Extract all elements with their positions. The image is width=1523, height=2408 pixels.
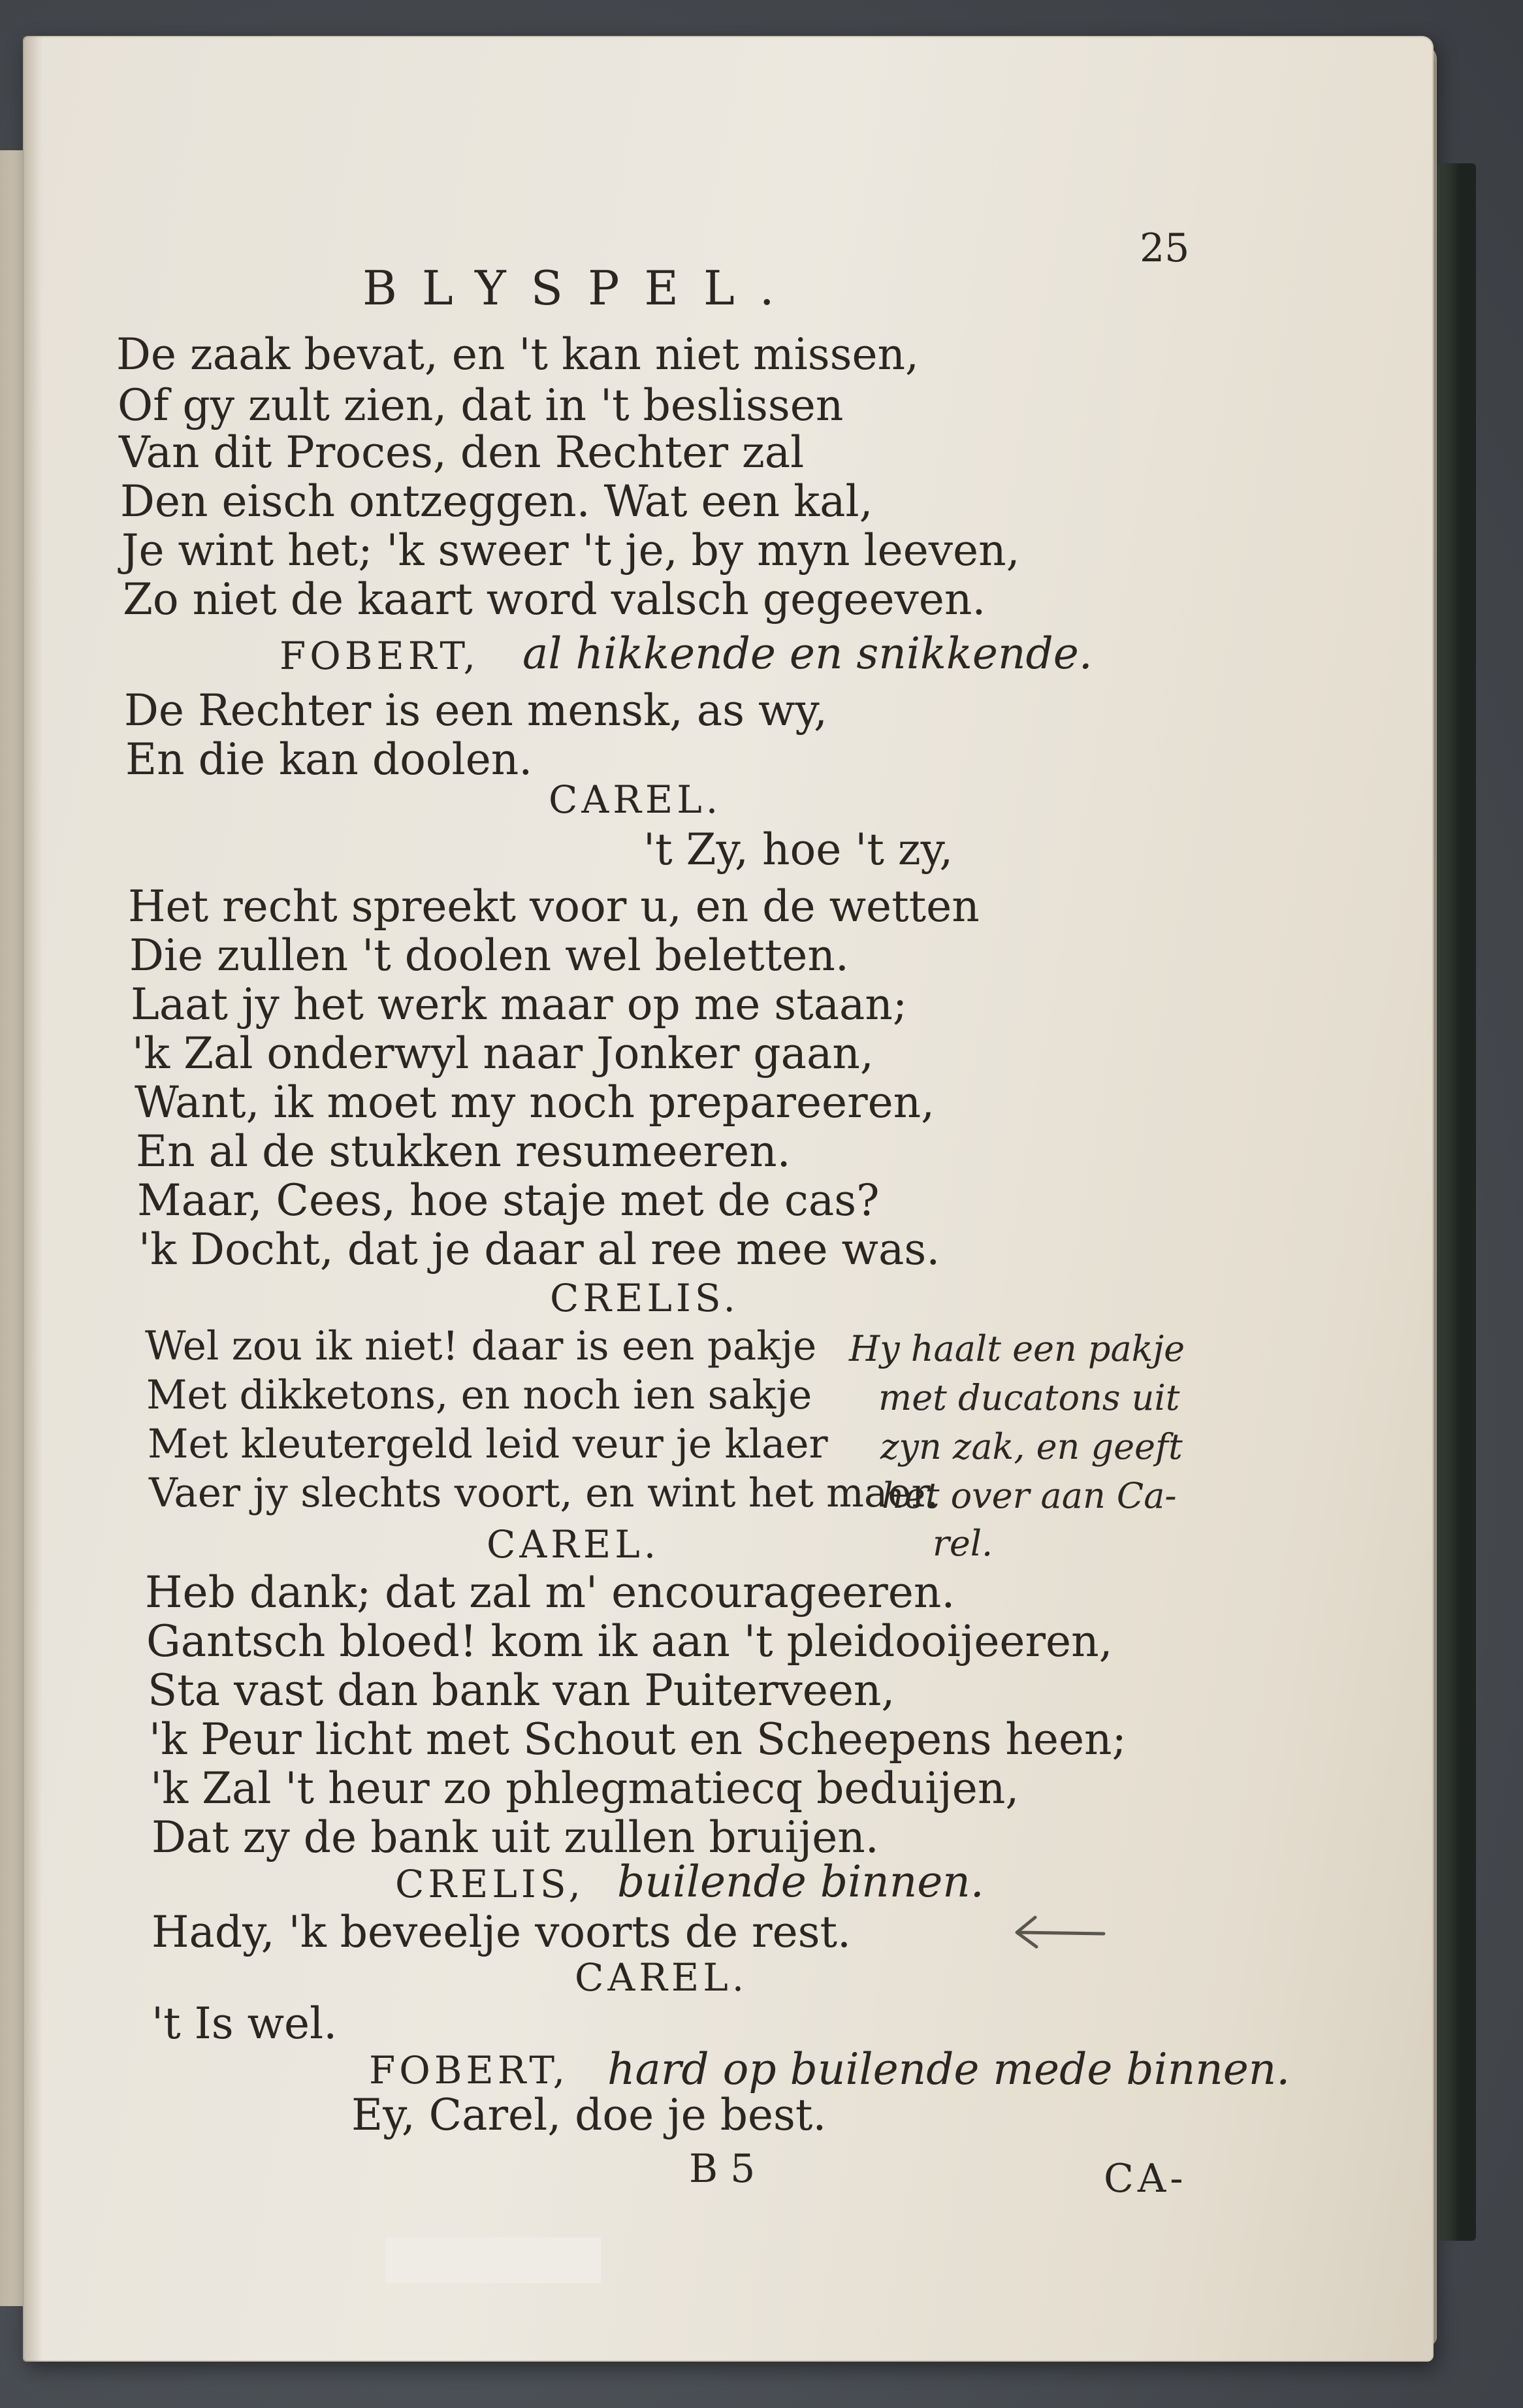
verse-line: 'k Peur licht met Schout en Scheepens heen; [149, 1714, 1127, 1765]
verse-line: Heb dank; dat zal m' encourageeren. [145, 1567, 955, 1618]
stage-direction: met ducatons uit [878, 1377, 1180, 1418]
verse-line: En al de stukken resumeeren. [136, 1126, 791, 1177]
verse-line: Het recht spreekt voor u, en de wetten [128, 881, 980, 932]
stage-direction: builende binnen. [617, 1857, 984, 1907]
speaker-name: CAREL. [549, 777, 722, 822]
verse-line: Maar, Cees, hoe staje met de cas? [137, 1175, 880, 1226]
verse-line: Vaer jy slechts voort, en wint het maer. [149, 1470, 939, 1516]
stage-direction: zyn zak, en geeft [880, 1426, 1183, 1467]
verse-line: Die zullen 't doolen wel beletten. [129, 930, 849, 981]
verse-line: Met dikketons, en noch ien sakje [146, 1372, 812, 1418]
verse-line: Zo niet de kaart word valsch gegeeven. [123, 574, 986, 625]
pencil-arrow-icon [1009, 1911, 1107, 1957]
page-number: 25 [1140, 225, 1190, 271]
speaker-name: CRELIS, [395, 1862, 585, 1906]
speaker-name: CRELIS. [550, 1276, 739, 1320]
speaker-name: CAREL. [487, 1522, 660, 1567]
signature-mark: B 5 [689, 2146, 756, 2192]
verse-line: Met kleutergeld leid veur je klaer [148, 1421, 828, 1467]
verse-line: Wel zou ik niet! daar is een pakje [145, 1323, 817, 1369]
verse-line: Sta vast dan bank van Puiterveen, [148, 1665, 895, 1716]
verse-line: De Rechter is een mensk, as wy, [124, 685, 828, 736]
stage-direction: hard op builende mede binnen. [607, 2044, 1291, 2094]
verse-line: 'k Zal 't heur zo phlegmatiecq beduijen, [150, 1763, 1019, 1814]
speaker-name: FOBERT, [280, 634, 480, 678]
catchword: CA- [1104, 2156, 1187, 2202]
verse-line: Den eisch ontzeggen. Wat een kal, [120, 476, 873, 527]
stage-direction: al hikkende en snikkende. [522, 628, 1093, 679]
verse-line: Want, ik moet my noch prepareeren, [135, 1077, 935, 1128]
stage-direction: het over aan Ca- [882, 1475, 1177, 1516]
verse-line: 'k Docht, dat je daar al ree mee was. [138, 1224, 940, 1275]
verse-line: 'k Zal onderwyl naar Jonker gaan, [132, 1028, 874, 1079]
verse-line: Hady, 'k beveelje voorts de rest. [152, 1907, 852, 1957]
verse-line: Laat jy het werk maar op me staan; [131, 979, 908, 1030]
running-head: BLYSPEL. [362, 261, 799, 316]
speaker-name: CAREL. [575, 1955, 748, 2000]
verse-line: Ey, Carel, doe je best. [351, 2090, 827, 2140]
verse-line: Gantsch bloed! kom ik aan 't pleidooijeeren, [146, 1616, 1113, 1667]
verse-line: Of gy zult zien, dat in 't beslissen [118, 380, 844, 431]
verse-line: De zaak bevat, en 't kan niet missen, [116, 329, 919, 380]
speaker-name: FOBERT, [369, 2048, 569, 2092]
stage-direction: rel. [933, 1523, 993, 1564]
verse-line: 't Is wel. [152, 1998, 338, 2049]
verse-line: Dat zy de bank uit zullen bruijen. [152, 1812, 879, 1863]
verse-line: En die kan doolen. [125, 734, 533, 785]
stage-direction: Hy haalt een pakje [849, 1328, 1185, 1369]
verse-line: 't Zy, hoe 't zy, [643, 824, 954, 875]
page-gutter-shadow [23, 36, 42, 2362]
verse-line: Van dit Proces, den Rechter zal [119, 427, 805, 478]
verse-line: Je wint het; 'k sweer 't je, by myn leeven, [121, 525, 1020, 576]
paper-blemish [385, 2237, 601, 2283]
